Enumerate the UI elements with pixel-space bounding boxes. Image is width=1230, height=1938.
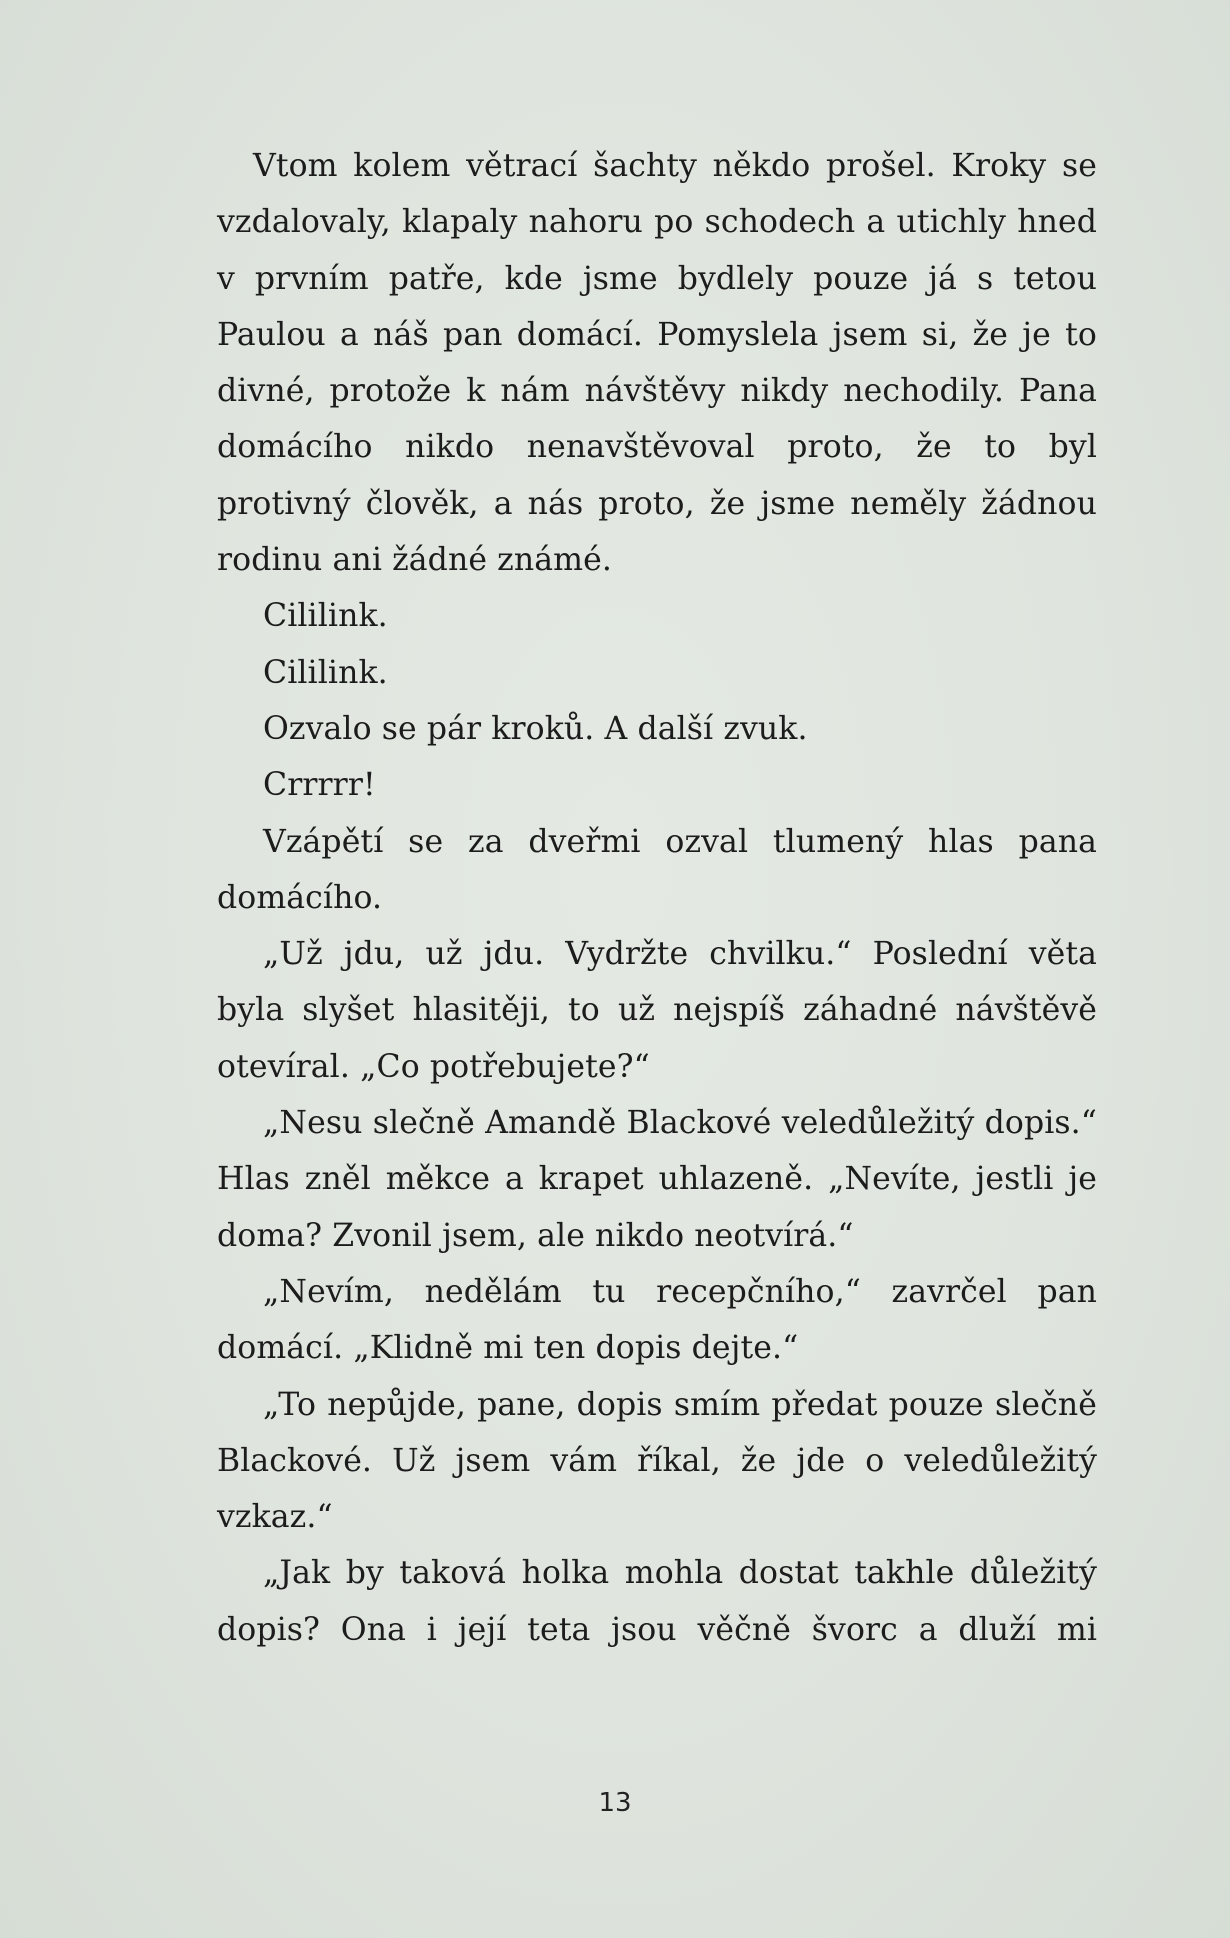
paragraph: Vtom kolem větrací šachty někdo prošel. Kroky se vzdalovaly, klapaly nahoru po schodech a utichly hned v prvním patře, kde jsme bydlely pouze já s tetou Paulou a náš pan domácí. Pomyslela jsem si, že je to divné, protože k nám návštěvy nikdy nechodily. Pana domácího nikdo nenavštěvoval proto, že to byl protivný člověk, a nás proto, že jsme neměly žádnou rodinu ani žádné známé. (217, 148, 1097, 579)
paragraph: Cililink. (263, 598, 388, 635)
body-text (217, 138, 1097, 1658)
paragraph: „Jak by taková holka mohla dostat takhle důležitý dopis? Ona i její teta jsou věčně švorc a dluží mi (217, 1555, 1097, 1648)
paragraph: Cililink. (263, 654, 388, 691)
paragraph: Vzápětí se za dveřmi ozval tlumený hlas pana domácího. (217, 823, 1097, 916)
paragraph: „Nevím, nedělám tu recepčního,“ zavrčel pan domácí. „Klidně mi ten dopis dejte.“ (217, 1273, 1097, 1367)
paragraph: „Už jdu, už jdu. Vydržte chvilku.“ Poslední věta byla slyšet hlasitěji, to už nejspíš záhadné návštěvě otevíral. „Co potřebujete?“ (217, 936, 1097, 1085)
paragraph: „To nepůjde, pane, dopis smím předat pouze slečně Blackové. Už jsem vám říkal, že jde o veledůležitý vzkaz.“ (217, 1386, 1097, 1536)
page-number: 13 (598, 1788, 632, 1818)
paragraph: Crrrrr! (263, 767, 376, 804)
paragraph: Ozvalo se pár kroků. A další zvuk. (263, 710, 808, 747)
paragraph: „Nesu slečně Amandě Blackové veledůležitý dopis.“ Hlas zněl měkce a krapet uhlazeně. „Nevíte, jestli je doma? Zvonil jsem, ale nikdo neotvírá.“ (217, 1105, 1097, 1254)
